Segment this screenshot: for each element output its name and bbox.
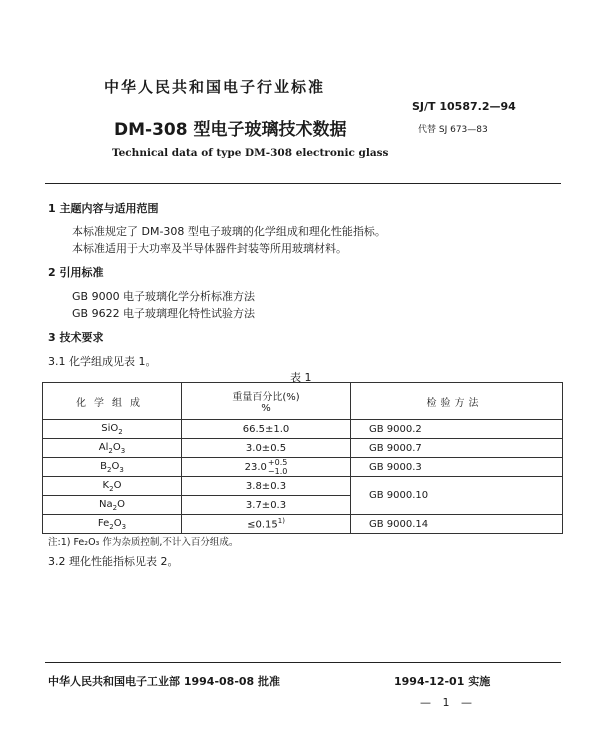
table-1-caption: 表 1 (290, 371, 312, 384)
section-3-2: 3.2 理化性能指标见表 2。 (48, 555, 179, 568)
composition-cell: $Fe_2O_3$ (43, 515, 182, 534)
value-cell: 66.5±1.0 (182, 420, 351, 439)
section-1-paragraph-1: 本标准规定了 DM-308 型电子玻璃的化学组成和理化性能指标。 (72, 225, 386, 238)
table-1-note: 注:1) Fe₂O₃ 作为杂质控制,不计入百分组成。 (48, 537, 239, 548)
footer-rule (45, 662, 561, 663)
section-3-heading: 3 技术要求 (48, 331, 104, 344)
reference-gb9000: GB 9000 电子玻璃化学分析标准方法 (72, 290, 256, 303)
method-cell: GB 9000.2 (351, 420, 563, 439)
header-weight-percent-unit: % (261, 403, 271, 414)
table-row (43, 458, 563, 477)
table-row (43, 420, 563, 439)
composition-cell: $K_2O$ (43, 477, 182, 496)
method-cell: GB 9000.3 (351, 458, 563, 477)
approval-line: 中华人民共和国电子工业部 1994-08-08 批准 (48, 675, 281, 688)
value-cell: $\le 0.15^{1)}$ (182, 515, 351, 534)
method-cell: GB 9000.14 (351, 515, 563, 534)
value-cell: 3.0±0.5 (182, 439, 351, 458)
header-composition: 化学组成 (43, 383, 182, 420)
header-weight-percent (182, 383, 351, 420)
page-number: — 1 — (420, 696, 476, 709)
section-3-1: 3.1 化学组成见表 1。 (48, 355, 157, 368)
table-header-row (43, 383, 563, 420)
standard-org-title: 中华人民共和国电子行业标准 (104, 78, 326, 96)
table-row (43, 515, 563, 534)
chemical-composition-table (42, 382, 563, 534)
implementation-date: 1994-12-01 实施 (394, 675, 491, 688)
value-cell: 3.7±0.3 (182, 496, 351, 515)
value-cell: 23.0 +0.5 −1.0 (182, 458, 351, 477)
english-title: Technical data of type DM-308 electronic glass (112, 147, 389, 159)
section-1-heading: 1 主题内容与适用范围 (48, 202, 159, 215)
document-title: DM-308 型电子玻璃技术数据 (114, 120, 347, 140)
section-1-paragraph-2: 本标准适用于大功率及半导体器件封装等所用玻璃材料。 (72, 242, 347, 255)
standard-number: SJ/T 10587.2—94 (412, 100, 516, 113)
replaces-note: 代替 SJ 673—83 (418, 125, 488, 135)
reference-gb9622: GB 9622 电子玻璃理化特性试验方法 (72, 307, 256, 320)
table-row (43, 439, 563, 458)
value-cell: 3.8±0.3 (182, 477, 351, 496)
method-cell: GB 9000.10 (351, 477, 563, 515)
header-test-method: 检验方法 (351, 383, 563, 420)
header-rule (45, 183, 561, 184)
composition-cell: $B_2O_3$ (43, 458, 182, 477)
header-weight-percent-line1: 重量百分比(%) (232, 392, 300, 403)
section-2-heading: 2 引用标准 (48, 266, 104, 279)
composition-cell: $Al_2O_3$ (43, 439, 182, 458)
method-cell: GB 9000.7 (351, 439, 563, 458)
composition-cell: SiO$_2$ (43, 420, 182, 439)
composition-cell: $Na_2O$ (43, 496, 182, 515)
table-row (43, 477, 563, 496)
